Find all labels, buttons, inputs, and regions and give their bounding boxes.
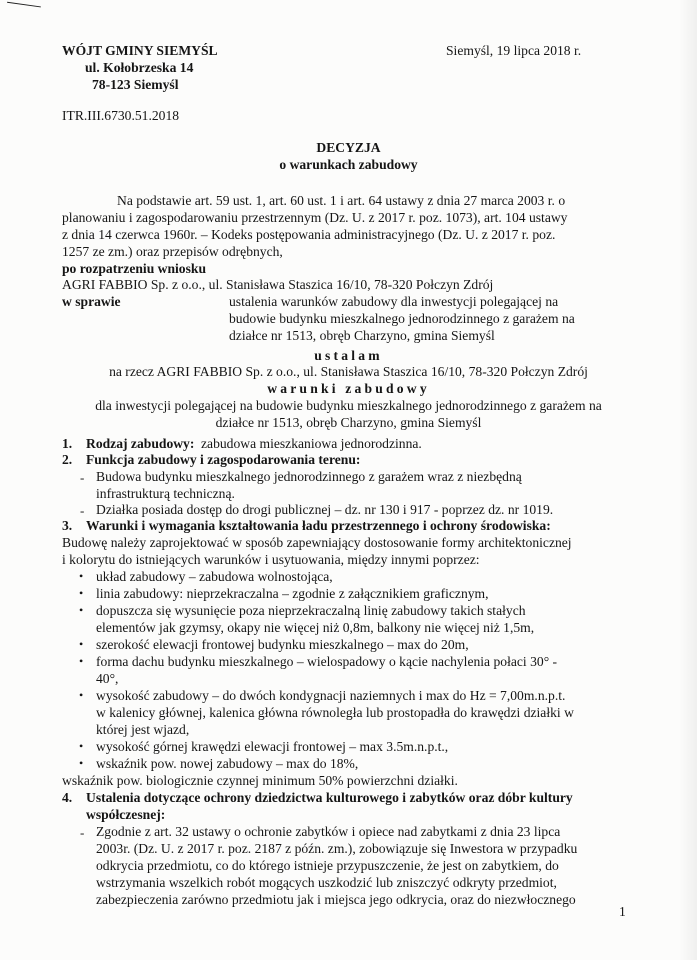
bullet-item: w kalenicy głównej, kalenica główna równoległa lub prostopadła do krawędzi działki w xyxy=(96,705,574,720)
section-number: 4. xyxy=(62,790,73,805)
list-item: Budowa budynku mieszkalnego jednorodzinnego z garażem wraz z niezbędną xyxy=(96,469,522,484)
investment-line: działce nr 1513, obręb Charzyno, gmina Siemyśl xyxy=(215,415,482,430)
document-title: DECYZJA xyxy=(316,140,381,155)
dash-marker: - xyxy=(80,825,85,840)
authority-postal: 78-123 Siemyśl xyxy=(92,77,179,92)
section-title: Funkcja zabudowy i zagospodarowania terenu: xyxy=(86,452,361,467)
bullet-item: wskaźnik pow. nowej zabudowy – max do 18%, xyxy=(96,756,359,771)
list-item: wstrzymania wszelkich robót mogących uszkodzić lub zniszczyć odkryty przedmiot, xyxy=(96,875,557,890)
legal-basis-line: z dnia 14 czerwca 1960r. – Kodeks postępowania administracyjnego (Dz. U. z 2017 r. poz. xyxy=(62,227,556,242)
legal-basis-line: Na podstawie art. 59 ust. 1, art. 60 ust. 1 i art. 64 ustawy z dnia 27 marca 2003 r. o xyxy=(117,193,566,208)
bullet-item: linia zabudowy: nieprzekraczalna – zgodnie z załącznikiem graficznym, xyxy=(96,586,489,601)
bullet-marker: • xyxy=(79,586,84,600)
bullet-marker: • xyxy=(79,739,84,753)
consideration-label: po rozpatrzeniu wniosku xyxy=(62,261,207,276)
bullet-marker: • xyxy=(79,637,84,651)
list-item: 2003r. (Dz. U. z 2017 r. poz. 2187 z późn. zm.), zobowiązuje się Inwestora w przypadku xyxy=(96,841,578,856)
page-number: 1 xyxy=(619,904,626,919)
list-item: odkrycia przedmiotu, co do którego istnieje przypuszczenie, że jest on zabytkiem, do xyxy=(96,858,559,873)
bullet-item: układ zabudowy – zabudowa wolnostojąca, xyxy=(96,569,333,584)
authority-street: ul. Kołobrzeska 14 xyxy=(85,60,194,75)
bullet-item: forma dachu budynku mieszkalnego – wielospadowy o kącie nachylenia połaci 30° - xyxy=(96,654,558,669)
section-number: 1. xyxy=(62,436,73,451)
bullet-marker: • xyxy=(79,756,84,770)
section-title: Ustalenia dotyczące ochrony dziedzictwa kulturowego i zabytków oraz dóbr kultury xyxy=(86,790,573,805)
bullet-item: wysokość górnej krawędzi elewacji frontowej – max 3.5m.n.p.t., xyxy=(96,739,449,754)
bullet-item: szerokość elewacji frontowej budynku mieszkalnego – max do 20m, xyxy=(96,637,469,652)
legal-basis-line: planowaniu i zagospodarowaniu przestrzennym (Dz. U. z 2017 r. poz. 1073), art. 104 ustawy xyxy=(62,210,568,225)
bullet-item: wysokość zabudowy – do dwóch kondygnacji naziemnych i max do Hz = 7,00m.n.p.t. xyxy=(96,688,566,703)
dash-marker: - xyxy=(80,470,85,485)
ustalam-heading: ustalam xyxy=(314,348,383,363)
section-text: zabudowa mieszkaniowa jednorodzinna. xyxy=(201,436,422,451)
list-item: infrastrukturą techniczną. xyxy=(96,486,235,501)
bullet-marker: • xyxy=(79,688,84,702)
bullet-item: dopuszcza się wysunięcie poza nieprzekraczalną linię zabudowy takich stałych xyxy=(96,603,526,618)
section-title: współczesnej: xyxy=(86,807,166,822)
section-intro: i kolorytu do istniejących warunków i usytuowania, między innymi poprzez: xyxy=(62,552,480,567)
bullet-item: 40°, xyxy=(96,671,119,686)
dash-marker: - xyxy=(80,503,85,518)
investment-line: dla inwestycji polegającej na budowie budynku mieszkalnego jednorodzinnego z garażem na xyxy=(95,398,602,413)
list-item: Działka posiada dostęp do drogi publicznej – dz. nr 130 i 917 - poprzez dz. nr 1019. xyxy=(96,502,554,517)
section-outro: wskaźnik pow. biologicznie czynnej minimum 50% powierzchni działki. xyxy=(62,773,458,788)
matter-line: działce nr 1513, obręb Charzyno, gmina Siemyśl xyxy=(229,328,495,343)
recipient-line: na rzecz AGRI FABBIO Sp. z o.o., ul. Stanisława Staszica 16/10, 78-320 Połczyn Zdrój xyxy=(109,364,588,379)
reference-number: ITR.III.6730.51.2018 xyxy=(62,108,180,123)
scan-corner-mark xyxy=(5,2,41,22)
authority-name: WÓJT GMINY SIEMYŚL xyxy=(62,43,218,58)
document-subtitle: o warunkach zabudowy xyxy=(279,157,418,172)
legal-basis-line: 1257 ze zm.) oraz przepisów odrębnych, xyxy=(62,244,283,259)
bullet-marker: • xyxy=(79,569,84,583)
bullet-item: której jest wjazd, xyxy=(96,722,190,737)
matter-line: budowie budynku mieszkalnego jednorodzinnego z garażem na xyxy=(229,311,575,326)
section-intro: Budowę należy zaprojektować w sposób zapewniający dostosowanie formy architektonicznej xyxy=(62,535,572,550)
list-item: Zgodnie z art. 32 ustawy o ochronie zabytków i opiece nad zabytkami z dnia 23 lipca xyxy=(96,824,561,839)
list-item: zabezpieczenia zarówno przedmiotu jak i miejsca jego odkrycia, oraz do niezwłocznego xyxy=(96,892,576,907)
place-date: Siemyśl, 19 lipca 2018 r. xyxy=(446,43,582,58)
bullet-marker: • xyxy=(79,654,84,668)
section-number: 3. xyxy=(62,518,73,533)
warunki-heading: warunki zabudowy xyxy=(267,381,430,396)
bullet-item: elementów jak gzymsy, okapy nie więcej niż 0,8m, balkony nie więcej niż 1,5m, xyxy=(96,620,535,635)
section-title: Warunki i wymagania kształtowania ładu przestrzennego i ochrony środowiska: xyxy=(86,518,551,533)
applicant-line: AGRI FABBIO Sp. z o.o., ul. Stanisława Staszica 16/10, 78-320 Połczyn Zdrój xyxy=(62,277,494,292)
matter-line: ustalenia warunków zabudowy dla inwestycji polegającej na xyxy=(229,294,559,309)
bullet-marker: • xyxy=(79,603,84,617)
section-number: 2. xyxy=(62,452,73,467)
section-title: Rodzaj zabudowy: xyxy=(86,436,195,451)
matter-label: w sprawie xyxy=(62,294,121,309)
